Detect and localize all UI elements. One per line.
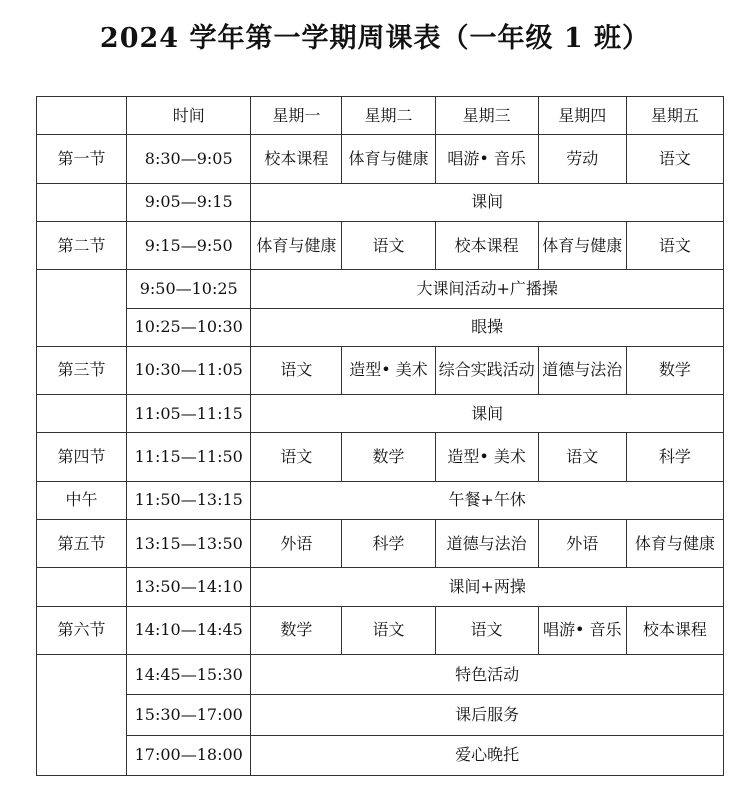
header-cell: 时间 [127,97,251,135]
subject-cell: 数学 [626,346,723,394]
subject-cell: 语文 [435,606,538,654]
period-label [37,655,127,776]
time-cell: 10:25—10:30 [127,308,251,346]
time-cell: 9:15—9:50 [127,221,251,269]
time-cell: 11:05—11:15 [127,395,251,433]
subject-cell: 唱游• 音乐 [435,135,538,183]
time-cell: 14:45—15:30 [127,655,251,695]
subject-cell: 语文 [626,221,723,269]
subject-cell: 外语 [251,520,342,568]
time-cell: 13:50—14:10 [127,568,251,606]
activity-cell: 课间 [251,183,724,221]
header-cell: 星期三 [435,97,538,135]
table-row [37,695,724,735]
subject-cell: 劳动 [538,135,626,183]
activity-cell: 课间 [251,395,724,433]
subject-cell: 数学 [342,433,435,481]
subject-cell: 造型• 美术 [435,433,538,481]
header-cell: 星期一 [251,97,342,135]
header-cell: 星期二 [342,97,435,135]
table-row [37,183,724,221]
table-row [37,395,724,433]
time-cell: 11:15—11:50 [127,433,251,481]
table-row [37,433,724,481]
table-row [37,308,724,346]
header-cell: 星期五 [626,97,723,135]
time-cell: 9:50—10:25 [127,270,251,308]
table-row [37,655,724,695]
activity-cell: 眼操 [251,308,724,346]
subject-cell: 道德与法治 [435,520,538,568]
subject-cell: 科学 [342,520,435,568]
period-label: 第四节 [37,433,127,481]
activity-cell: 课间+两操 [251,568,724,606]
subject-cell: 综合实践活动 [435,346,538,394]
period-label [37,183,127,221]
time-cell: 13:15—13:50 [127,520,251,568]
subject-cell: 语文 [626,135,723,183]
table-row [37,346,724,394]
time-cell: 17:00—18:00 [127,735,251,775]
table-row [37,270,724,308]
period-label: 中午 [37,481,127,519]
table-row [37,606,724,654]
subject-cell: 数学 [251,606,342,654]
subject-cell: 语文 [342,606,435,654]
subject-cell: 语文 [251,346,342,394]
activity-cell: 午餐+午休 [251,481,724,519]
header-cell [37,97,127,135]
subject-cell: 外语 [538,520,626,568]
subject-cell: 造型• 美术 [342,346,435,394]
subject-cell: 体育与健康 [538,221,626,269]
period-label: 第一节 [37,135,127,183]
subject-cell: 校本课程 [435,221,538,269]
time-cell: 8:30—9:05 [127,135,251,183]
header-row [37,97,724,135]
subject-cell: 体育与健康 [626,520,723,568]
period-label: 第三节 [37,346,127,394]
time-cell: 15:30—17:00 [127,695,251,735]
activity-cell: 大课间活动+广播操 [251,270,724,308]
table-row [37,520,724,568]
activity-cell: 课后服务 [251,695,724,735]
period-label: 第六节 [37,606,127,654]
period-label: 第五节 [37,520,127,568]
activity-cell: 爱心晚托 [251,735,724,775]
table-row [37,135,724,183]
subject-cell: 道德与法治 [538,346,626,394]
table-row [37,221,724,269]
period-label [37,568,127,606]
time-cell: 10:30—11:05 [127,346,251,394]
period-label: 第二节 [37,221,127,269]
subject-cell: 科学 [626,433,723,481]
subject-cell: 语文 [538,433,626,481]
subject-cell: 校本课程 [251,135,342,183]
table-row [37,481,724,519]
subject-cell: 体育与健康 [251,221,342,269]
page-title: 2024 学年第一学期周课表（一年级 1 班） [99,23,651,54]
period-label [37,395,127,433]
subject-cell: 校本课程 [626,606,723,654]
activity-cell: 特色活动 [251,655,724,695]
period-label [37,270,127,347]
time-cell: 14:10—14:45 [127,606,251,654]
subject-cell: 语文 [251,433,342,481]
header-cell: 星期四 [538,97,626,135]
subject-cell: 唱游• 音乐 [538,606,626,654]
schedule-table [36,96,724,776]
subject-cell: 语文 [342,221,435,269]
time-cell: 9:05—9:15 [127,183,251,221]
time-cell: 11:50—13:15 [127,481,251,519]
table-row [37,735,724,775]
table-row [37,568,724,606]
subject-cell: 体育与健康 [342,135,435,183]
